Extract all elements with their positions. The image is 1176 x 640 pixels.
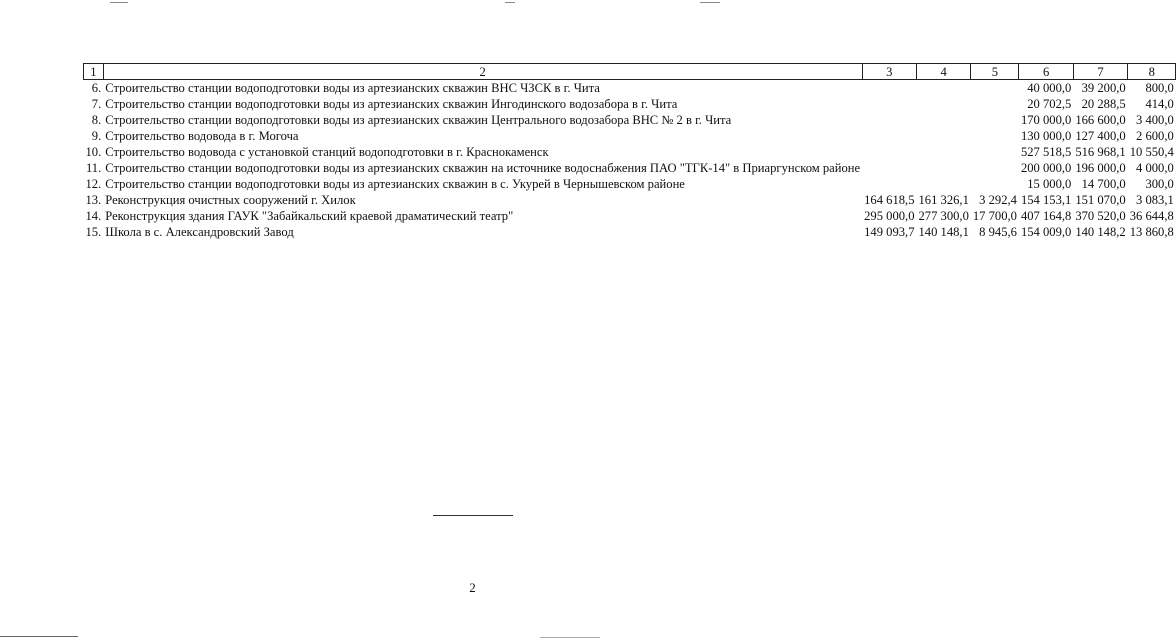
table-row <box>84 208 1176 224</box>
cell-col7: 370 520,0 <box>1075 209 1126 223</box>
row-number: 7. <box>91 97 102 111</box>
cell-col7: 127 400,0 <box>1075 129 1126 143</box>
cell-col7: 166 600,0 <box>1075 113 1126 127</box>
cell-col6: 154 009,0 <box>1020 225 1072 239</box>
cell-col7: 516 968,1 <box>1075 145 1126 159</box>
column-header-6: 6 <box>1019 64 1073 80</box>
table-row <box>84 176 1176 192</box>
column-header-2: 2 <box>103 64 862 80</box>
cell-col5 <box>971 112 1019 128</box>
table-header-row <box>84 64 1176 80</box>
column-header-4: 4 <box>917 64 971 80</box>
project-name: Строительство станции водоподготовки воды из артезианских скважин на источнике водоснабжения ПАО "ТГК-14" в Приаргунском районе <box>105 161 861 175</box>
row-number: 15. <box>85 225 102 239</box>
table-row <box>84 112 1176 128</box>
cell-col8: 2 600,0 <box>1136 129 1174 143</box>
cell-col5 <box>971 96 1019 112</box>
cell-col8: 3 083,1 <box>1136 193 1174 207</box>
cell-col3 <box>862 80 916 97</box>
cell-col4 <box>917 144 971 160</box>
cell-col3: 295 000,0 <box>864 209 915 223</box>
cell-col4: 161 326,1 <box>918 193 969 207</box>
row-number: 10. <box>85 145 102 159</box>
scan-artifact <box>700 2 720 3</box>
row-number: 13. <box>85 193 102 207</box>
cell-col5 <box>971 176 1019 192</box>
project-name: Школа в с. Александровский Завод <box>105 225 294 239</box>
table-row <box>84 144 1176 160</box>
cell-col3: 149 093,7 <box>864 225 915 239</box>
project-name: Реконструкция очистных сооружений г. Хилок <box>105 193 356 207</box>
cell-col8: 300,0 <box>1145 177 1174 191</box>
table-row <box>84 128 1176 144</box>
cell-col6: 407 164,8 <box>1020 209 1072 223</box>
table-row <box>84 160 1176 176</box>
cell-col6: 40 000,0 <box>1027 81 1072 95</box>
cell-col4 <box>917 128 971 144</box>
cell-col7: 151 070,0 <box>1075 193 1126 207</box>
cell-col3 <box>862 176 916 192</box>
scan-artifact <box>540 637 600 638</box>
cell-col5: 17 700,0 <box>972 209 1017 223</box>
budget-table <box>83 63 1176 240</box>
cell-col6: 200 000,0 <box>1020 161 1072 175</box>
cell-col5 <box>971 80 1019 97</box>
scan-artifact <box>0 636 78 637</box>
cell-col6: 20 702,5 <box>1027 97 1072 111</box>
cell-col6: 130 000,0 <box>1020 129 1072 143</box>
table-row <box>84 96 1176 112</box>
cell-col4: 277 300,0 <box>918 209 969 223</box>
project-name: Строительство станции водоподготовки воды из артезианских скважин ВНС ЧЗСК в г. Чита <box>105 81 600 95</box>
cell-col8: 36 644,8 <box>1129 209 1174 223</box>
project-name: Строительство станции водоподготовки воды из артезианских скважин Центрального водозабора ВНС № 2 в г. Чита <box>105 113 732 127</box>
cell-col3 <box>862 144 916 160</box>
cell-col4 <box>917 160 971 176</box>
table-row <box>84 80 1176 97</box>
cell-col6: 15 000,0 <box>1027 177 1072 191</box>
cell-col3 <box>862 160 916 176</box>
project-name: Строительство станции водоподготовки воды из артезианских скважин Ингодинского водозабора в г. Чита <box>105 97 678 111</box>
cell-col3 <box>862 112 916 128</box>
cell-col8: 800,0 <box>1145 81 1174 95</box>
cell-col7: 39 200,0 <box>1081 81 1126 95</box>
cell-col8: 13 860,8 <box>1129 225 1174 239</box>
cell-col5 <box>971 144 1019 160</box>
cell-col4 <box>917 96 971 112</box>
project-name: Строительство станции водоподготовки воды из артезианских скважин в с. Укурей в Чернышевском районе <box>105 177 685 191</box>
cell-col3 <box>862 128 916 144</box>
cell-col3 <box>862 96 916 112</box>
cell-col7: 20 288,5 <box>1081 97 1126 111</box>
project-name: Строительство водовода с установкой станций водоподготовки в г. Краснокаменск <box>105 145 549 159</box>
column-header-5: 5 <box>971 64 1019 80</box>
cell-col5 <box>971 160 1019 176</box>
row-number: 14. <box>85 209 102 223</box>
cell-col6: 527 518,5 <box>1020 145 1072 159</box>
cell-col4 <box>917 176 971 192</box>
scan-artifact <box>505 2 515 3</box>
page-number: 2 <box>469 580 476 595</box>
separator-line <box>433 515 513 516</box>
cell-col6: 154 153,1 <box>1020 193 1072 207</box>
cell-col8: 10 550,4 <box>1129 145 1174 159</box>
project-name: Реконструкция здания ГАУК "Забайкальский краевой драматический театр" <box>105 209 514 223</box>
project-name: Строительство водовода в г. Могоча <box>105 129 299 143</box>
cell-col8: 3 400,0 <box>1136 113 1174 127</box>
row-number: 12. <box>85 177 102 191</box>
cell-col7: 14 700,0 <box>1081 177 1126 191</box>
cell-col4 <box>917 112 971 128</box>
cell-col6: 170 000,0 <box>1020 113 1072 127</box>
cell-col5: 3 292,4 <box>979 193 1017 207</box>
scan-artifact <box>110 2 128 3</box>
table-row <box>84 192 1176 208</box>
table-row <box>84 224 1176 240</box>
row-number: 6. <box>91 81 102 95</box>
row-number: 9. <box>91 129 102 143</box>
row-number: 8. <box>91 113 102 127</box>
column-header-3: 3 <box>862 64 916 80</box>
cell-col7: 140 148,2 <box>1075 225 1126 239</box>
cell-col5 <box>971 128 1019 144</box>
cell-col5: 8 945,6 <box>979 225 1017 239</box>
cell-col8: 414,0 <box>1145 97 1174 111</box>
cell-col3: 164 618,5 <box>864 193 915 207</box>
cell-col4 <box>917 80 971 97</box>
column-header-1: 1 <box>84 64 104 80</box>
column-header-7: 7 <box>1073 64 1127 80</box>
column-header-8: 8 <box>1128 64 1176 80</box>
cell-col7: 196 000,0 <box>1075 161 1126 175</box>
cell-col4: 140 148,1 <box>918 225 969 239</box>
row-number: 11. <box>85 161 102 175</box>
cell-col8: 4 000,0 <box>1136 161 1174 175</box>
